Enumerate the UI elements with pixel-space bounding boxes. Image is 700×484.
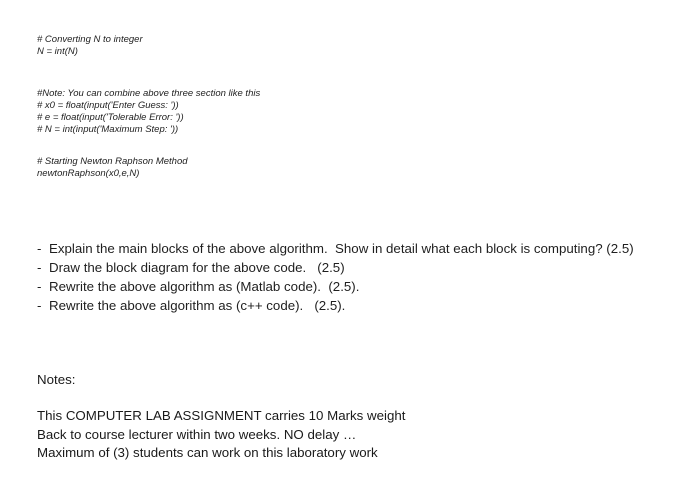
- code-comment: # Starting Newton Raphson Method: [37, 156, 188, 167]
- code-comment: #Note: You can combine above three section like this: [37, 88, 261, 99]
- bullet-dash: -: [37, 260, 42, 275]
- task-item-explain: [37, 239, 634, 258]
- task-item-cpp: [37, 296, 634, 315]
- note-line: Maximum of (3) students can work on this laboratory work: [37, 445, 378, 460]
- notes-heading: Notes:: [37, 372, 76, 387]
- notes-body: [37, 407, 405, 463]
- task-item-diagram: [37, 258, 634, 277]
- note-line: This COMPUTER LAB ASSIGNMENT carries 10 Marks weight: [37, 408, 406, 423]
- task-list: [37, 239, 634, 315]
- code-comment: # e = float(input('Tolerable Error: ')): [37, 112, 184, 123]
- task-text: Draw the block diagram for the above code. (2.5): [49, 260, 345, 275]
- code-section-newton-raphson: [37, 156, 188, 180]
- task-text: Rewrite the above algorithm as (c++ code). (2.5).: [49, 298, 346, 313]
- code-section-note: [37, 88, 260, 136]
- code-statement: N = int(N): [37, 46, 78, 57]
- code-statement: newtonRaphson(x0,e,N): [37, 168, 140, 179]
- task-text: Explain the main blocks of the above algorithm. Show in detail what each block is computing? (2.5): [49, 241, 634, 256]
- task-text: Rewrite the above algorithm as (Matlab code). (2.5).: [49, 279, 360, 294]
- code-section-convert: [37, 34, 143, 58]
- bullet-dash: -: [37, 298, 42, 313]
- code-comment: # Converting N to integer: [37, 34, 143, 45]
- code-comment: # N = int(input('Maximum Step: ')): [37, 124, 179, 135]
- code-comment: # x0 = float(input('Enter Guess: ')): [37, 100, 179, 111]
- bullet-dash: -: [37, 241, 42, 256]
- bullet-dash: -: [37, 279, 42, 294]
- note-line: Back to course lecturer within two weeks. NO delay …: [37, 426, 357, 442]
- task-item-matlab: [37, 277, 634, 296]
